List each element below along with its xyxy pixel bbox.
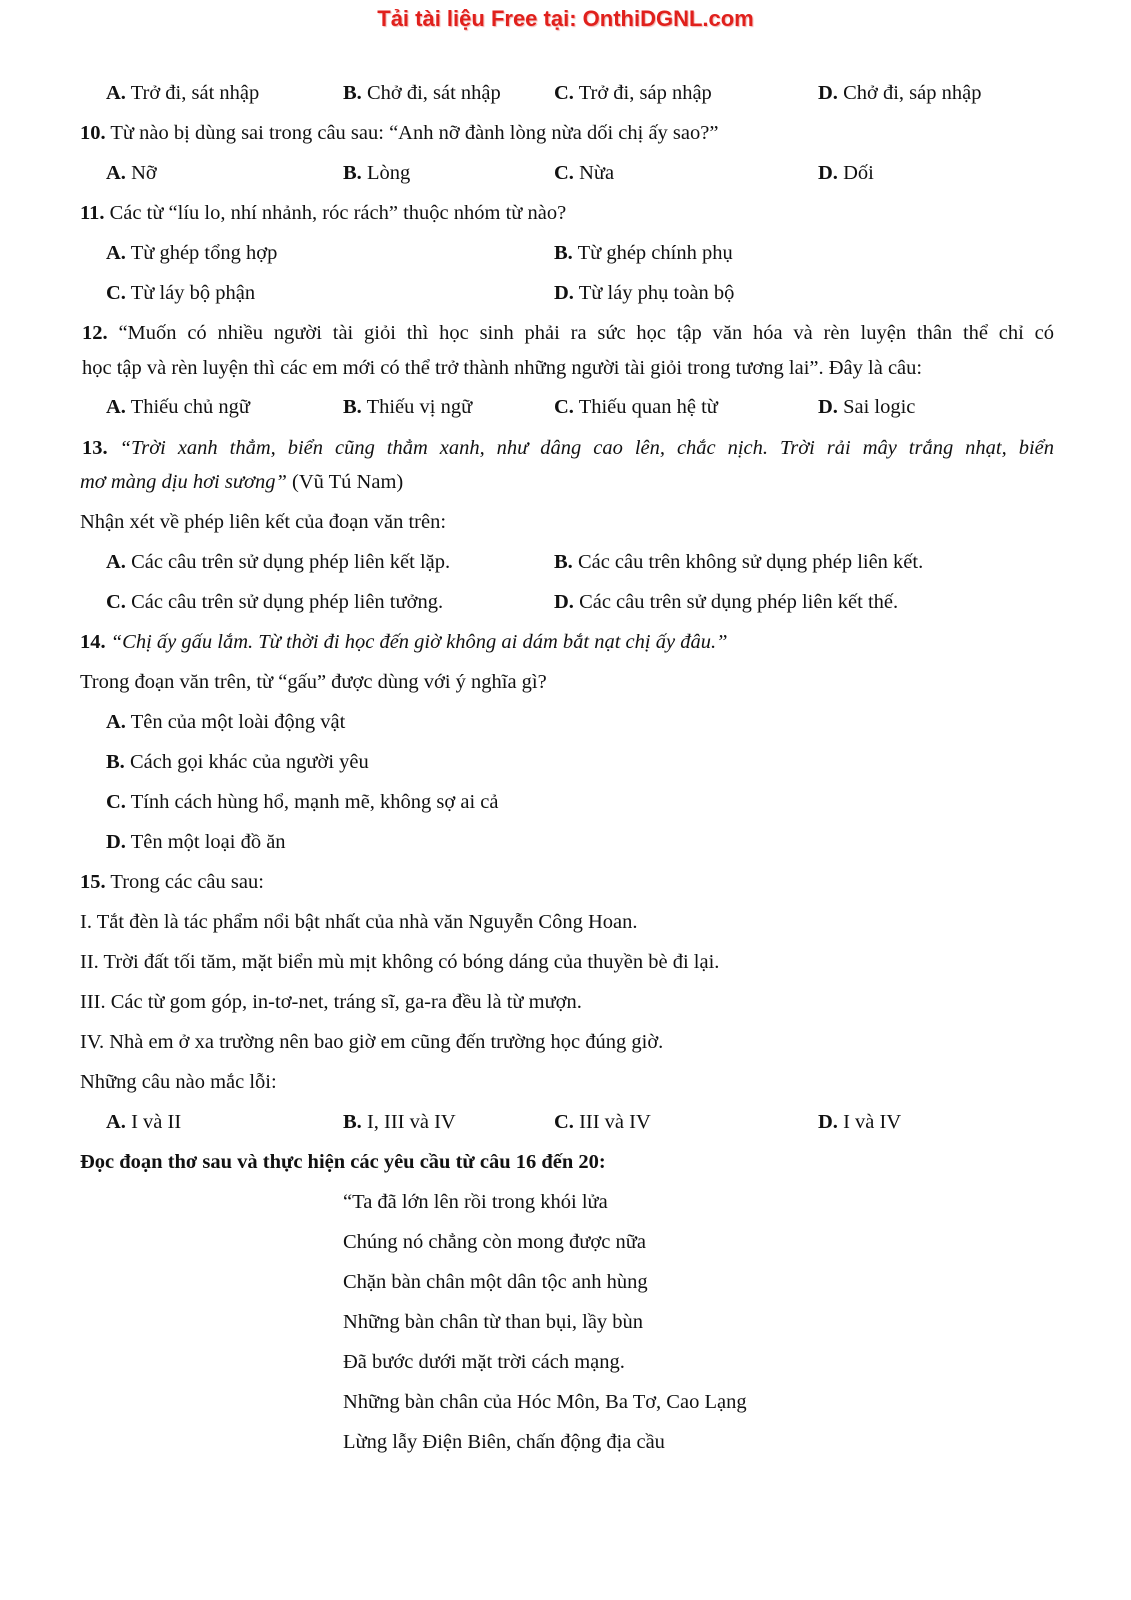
option-text: Từ ghép tổng hợp [130, 242, 278, 264]
option-label: C. [554, 1111, 574, 1133]
q9-option-b [343, 79, 501, 107]
option-text: Sai logic [843, 396, 916, 418]
q9-option-d [818, 79, 981, 107]
option-label: D. [554, 591, 574, 613]
option-label: A. [106, 82, 126, 104]
option-text: Lòng [366, 162, 411, 184]
poem-line: Những bàn chân của Hóc Môn, Ba Tơ, Cao Lạng [343, 1391, 747, 1413]
option-label: D. [818, 82, 838, 104]
question-number: 11. [80, 202, 105, 224]
q9-option-c [554, 79, 712, 107]
option-label: B. [343, 82, 362, 104]
poem-line: Chặn bàn chân một dân tộc anh hùng [343, 1271, 648, 1293]
q9-option-a [106, 79, 259, 107]
option-label: C. [554, 82, 574, 104]
option-text: III và IV [579, 1111, 651, 1133]
option-text: Cách gọi khác của người yêu [129, 751, 369, 773]
option-text: I và IV [843, 1111, 902, 1133]
option-text: Trở đi, sát nhập [130, 82, 260, 104]
option-text: Nỡ [131, 162, 157, 184]
q12-option-b [343, 393, 472, 421]
q14-option-d [106, 828, 286, 856]
q13-quote-line2 [80, 468, 403, 496]
option-label: D. [818, 1111, 838, 1133]
q15-stem [80, 868, 264, 896]
q15-item-4: IV. Nhà em ở xa trường nên bao giờ em cũng đến trường học đúng giờ. [80, 1031, 664, 1053]
option-label: A. [106, 1111, 126, 1133]
option-text: I và II [131, 1111, 182, 1133]
q15-item-3: III. Các từ gom góp, in-tơ-net, tráng sĩ, ga-ra đều là từ mượn. [80, 991, 582, 1013]
q11-stem [80, 199, 566, 227]
option-label: A. [106, 551, 126, 573]
option-label: B. [106, 751, 125, 773]
option-text: Thiếu quan hệ từ [578, 396, 718, 418]
option-text: Tên của một loài động vật [130, 711, 346, 733]
q15-item-2: II. Trời đất tối tăm, mặt biển mù mịt không có bóng dáng của thuyền bè đi lại. [80, 951, 720, 973]
q12-stem-line2: học tập và rèn luyện thì các em mới có thể trở thành những người tài giỏi trong tương lai”. Đây là câu: [82, 357, 923, 379]
poem-line: Những bàn chân từ than bụi, lầy bùn [343, 1311, 644, 1333]
q13-prompt: Nhận xét về phép liên kết của đoạn văn trên: [80, 511, 447, 533]
option-label: C. [106, 282, 126, 304]
option-label: C. [554, 162, 574, 184]
question-number: 13. [82, 437, 108, 459]
q15-option-b [343, 1108, 456, 1136]
option-text: Thiếu chủ ngữ [130, 396, 250, 418]
option-text: Các câu trên sử dụng phép liên tưởng. [131, 591, 444, 613]
option-text: Thiếu vị ngữ [366, 396, 473, 418]
q10-stem [80, 119, 718, 147]
poem-heading: Đọc đoạn thơ sau và thực hiện các yêu cầu từ câu 16 đến 20: [80, 1151, 606, 1173]
option-text: Từ láy phụ toàn bộ [578, 282, 735, 304]
q10-option-b [343, 159, 410, 187]
option-label: A. [106, 711, 126, 733]
q14-quote [80, 628, 727, 656]
option-label: B. [343, 396, 362, 418]
question-number: 15. [80, 871, 106, 893]
q12-option-d [818, 393, 915, 421]
option-label: C. [106, 791, 126, 813]
option-text: Từ láy bộ phận [130, 282, 256, 304]
poem-line: Đã bước dưới mặt trời cách mạng. [343, 1351, 625, 1373]
option-label: D. [554, 282, 574, 304]
option-label: D. [106, 831, 126, 853]
poem-line: Lừng lẫy Điện Biên, chấn động địa cầu [343, 1431, 665, 1453]
q13-option-d [554, 588, 898, 616]
question-text: Trong các câu sau: [110, 871, 264, 893]
option-text: Tính cách hùng hổ, mạnh mẽ, không sợ ai cả [130, 791, 499, 813]
q10-option-a [106, 159, 157, 187]
option-label: A. [106, 396, 126, 418]
question-number: 14. [80, 631, 106, 653]
q11-option-c [106, 279, 255, 307]
option-label: B. [343, 162, 362, 184]
option-label: B. [554, 242, 573, 264]
quote-text: “Trời xanh thẳm, biển cũng thẳm xanh, như dâng cao lên, chắc nịch. Trời rải mây trắng nhạt, biển [119, 437, 1055, 459]
question-text: Từ nào bị dùng sai trong câu sau: “Anh nỡ đành lòng nừa dối chị ấy sao?” [110, 122, 719, 144]
q15-option-c [554, 1108, 651, 1136]
q13-option-b [554, 548, 923, 576]
option-text: Từ ghép chính phụ [577, 242, 733, 264]
option-text: Các câu trên không sử dụng phép liên kết. [577, 551, 924, 573]
q13-option-c [106, 588, 443, 616]
option-text: Nừa [579, 162, 615, 184]
q11-option-a [106, 239, 277, 267]
option-text: Các câu trên sử dụng phép liên kết lặp. [131, 551, 451, 573]
quote-text: “Chị ấy gấu lắm. Từ thời đi học đến giờ không ai dám bắt nạt chị ấy đâu.” [110, 631, 728, 653]
quote-text: mơ màng dịu hơi sương” [80, 471, 287, 493]
option-label: A. [106, 242, 126, 264]
q13-option-a [106, 548, 450, 576]
question-number: 10. [80, 122, 106, 144]
poem-line: “Ta đã lớn lên rồi trong khói lửa [343, 1191, 608, 1213]
option-text: Tên một loại đồ ăn [130, 831, 286, 853]
option-label: A. [106, 162, 126, 184]
option-label: C. [554, 396, 574, 418]
q13-quote-line1 [82, 431, 1054, 466]
q10-option-d [818, 159, 874, 187]
option-text: Trở đi, sáp nhập [578, 82, 712, 104]
option-text: Chở đi, sáp nhập [843, 82, 982, 104]
option-label: B. [554, 551, 573, 573]
option-label: D. [818, 396, 838, 418]
question-number: 12. [82, 322, 108, 344]
question-text: Các từ “líu lo, nhí nhảnh, róc rách” thuộc nhóm từ nào? [109, 202, 567, 224]
q14-option-a [106, 708, 345, 736]
option-text: I, III và IV [366, 1111, 456, 1133]
q15-option-a [106, 1108, 181, 1136]
q12-stem-line1 [82, 316, 1054, 351]
q10-option-c [554, 159, 614, 187]
q12-option-c [554, 393, 718, 421]
option-label: D. [818, 162, 838, 184]
q15-item-1: I. Tắt đèn là tác phẩm nổi bật nhất của nhà văn Nguyễn Công Hoan. [80, 911, 638, 933]
q11-option-d [554, 279, 734, 307]
quote-author: (Vũ Tú Nam) [286, 471, 404, 493]
question-text: “Muốn có nhiều người tài giỏi thì học sinh phải ra sức học tập văn hóa và rèn luyện thân thể chỉ có [118, 322, 1055, 344]
q14-prompt: Trong đoạn văn trên, từ “gấu” được dùng với ý nghĩa gì? [80, 671, 547, 693]
option-label: C. [106, 591, 126, 613]
option-text: Các câu trên sử dụng phép liên kết thế. [579, 591, 899, 613]
q14-option-b [106, 748, 369, 776]
q12-option-a [106, 393, 250, 421]
q14-option-c [106, 788, 499, 816]
option-text: Dối [843, 162, 874, 184]
option-label: B. [343, 1111, 362, 1133]
q15-option-d [818, 1108, 901, 1136]
q15-prompt: Những câu nào mắc lỗi: [80, 1071, 277, 1093]
q11-option-b [554, 239, 733, 267]
option-text: Chở đi, sát nhập [366, 82, 501, 104]
header-banner[interactable]: Tải tài liệu Free tại: OnthiDGNL.com [377, 6, 754, 31]
poem-line: Chúng nó chẳng còn mong được nữa [343, 1231, 646, 1253]
